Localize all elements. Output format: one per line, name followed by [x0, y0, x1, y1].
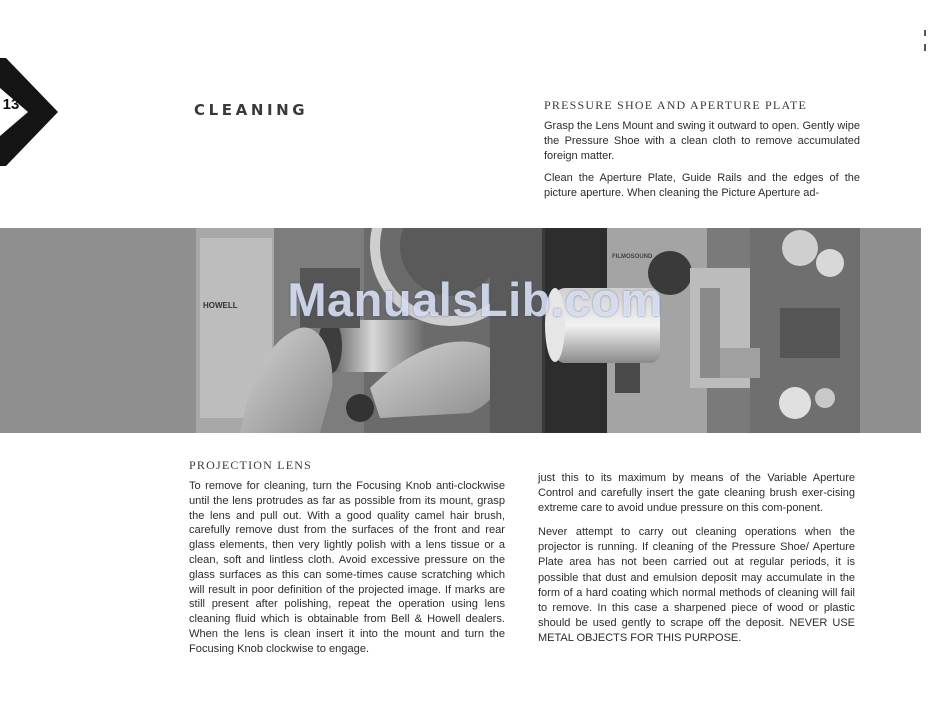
section-title: CLEANING: [194, 101, 309, 119]
continued-paragraph-1: just this to its maximum by means of the Variable Aperture Control and carefully insert the gate cleaning brush exer-cising extreme care to avoid undue pressure on this com-ponent.: [538, 472, 855, 515]
projection-lens-section: [189, 458, 505, 663]
page-number: 13: [2, 96, 20, 113]
pressure-shoe-paragraph-1: Grasp the Lens Mount and swing it outward to open. Gently wipe the Pressure Shoe with a clean cloth to remove accumulated foreign matter.: [544, 120, 860, 163]
left-photo: [196, 228, 542, 433]
edge-mark: [923, 30, 928, 52]
left-photo-label: HOWELL: [203, 301, 238, 310]
projection-lens-paragraph: To remove for cleaning, turn the Focusing Knob anti-clockwise until the lens protrudes as far as possible from its mount, grasp the lens and pull out. With a good quality camel hair brush, carefully remove dust from the surfaces of the front and rear glass elements, then very lightly polish with a lens tissue or a clean, soft and lintless cloth. Avoid excessive pressure on the glass surfaces as this can some-times cause scratching which will result in poor definition of the projected image. If marks are still present after polishing, repeat the operation using lens cleaning fluid which is obtainable from Bell & Howell dealers. When the lens is clean insert it into the mount and turn the Focusing Knob clockwise to engage.: [189, 480, 505, 655]
pressure-shoe-heading: PRESSURE SHOE AND APERTURE PLATE: [544, 98, 808, 112]
photo-band: [0, 228, 921, 433]
projection-lens-heading: PROJECTION LENS: [189, 458, 313, 472]
right-photo: [545, 228, 860, 433]
continued-section: [538, 471, 855, 655]
right-photo-label: FILMOSOUND: [612, 254, 653, 260]
projector-photos: [0, 228, 921, 433]
continued-paragraph-2: Never attempt to carry out cleaning operations when the projector is running. If cleaning of the Pressure Shoe/ Aperture Plate area has not been carried out at regular periods, it is possible that dust and emulsion deposit may accumulate in the form of a hard coating which normal methods of cleaning will fail to remove. In this case a sharpened piece of wood or plastic should be used gently to scrape off the deposit. NEVER USE METAL OBJECTS FOR THIS PURPOSE.: [538, 526, 855, 644]
pressure-shoe-paragraph-2: Clean the Aperture Plate, Guide Rails and the edges of the picture aperture. When cleaning the Picture Aperture ad-: [544, 171, 860, 199]
watermark: ManualsLib.com: [287, 273, 663, 326]
pressure-shoe-section: [544, 98, 860, 207]
